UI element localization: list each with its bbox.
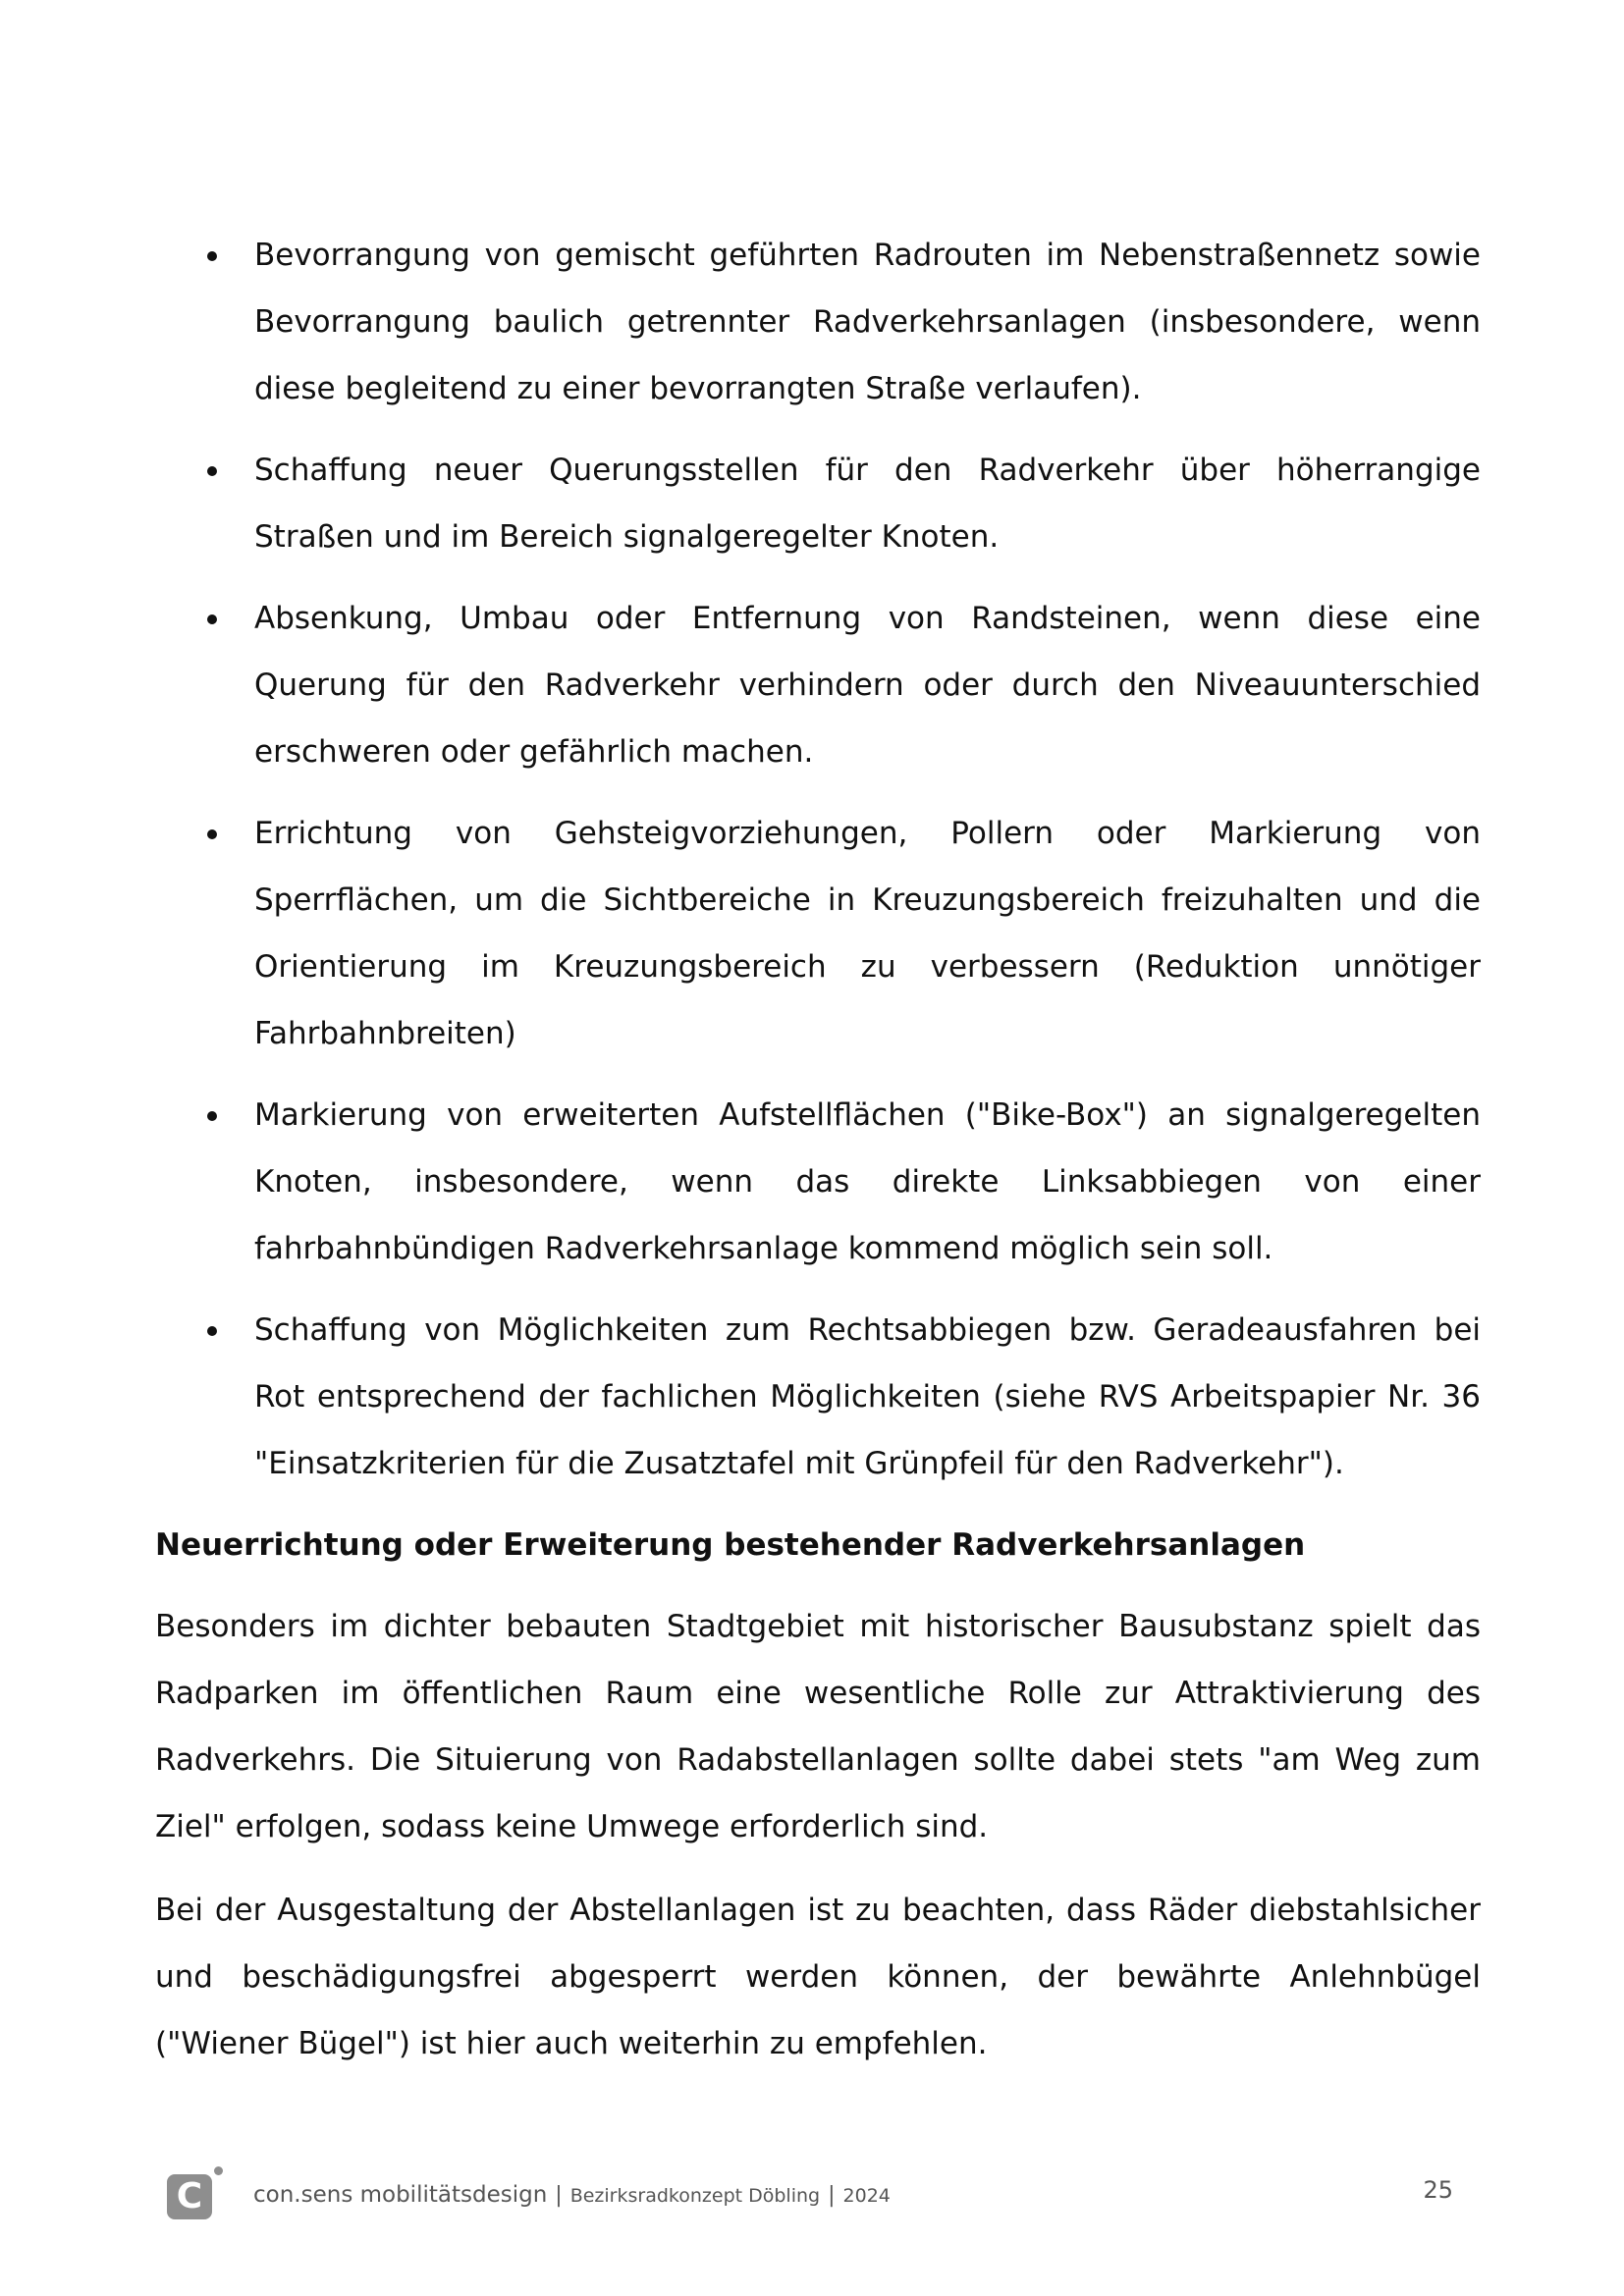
footer-text [253, 2182, 891, 2208]
body-paragraph: Besonders im dichter bebauten Stadtgebiet mit historischer Bausubstanz spielt das Radparken im öffentlichen Raum eine wesentliche Rolle zur Attraktivierung des Radverkehrs. Die Situierung von Radabstellanlagen sollte dabei stets "am Weg zum Ziel" erfolgen, sodass keine Umwege erforderlich sind. [155, 1609, 1481, 1844]
bullet-icon [207, 1111, 217, 1121]
footer-document-title: Bezirksradkonzept Döbling [569, 2185, 821, 2207]
page-content [155, 222, 1481, 2094]
bullet-icon [207, 614, 217, 624]
list-item [155, 437, 1481, 570]
bullet-icon [207, 829, 217, 839]
list-item-text: Markierung von erweiterten Aufstellflächen ("Bike-Box") an signalgeregelten Knoten, insbesondere, wenn das direkte Linksabbiegen von einer fahrbahnbündigen Radverkehrsanlage kommend möglich sein soll. [254, 1097, 1481, 1266]
list-item [155, 800, 1481, 1067]
consens-logo-icon: C [167, 2174, 212, 2219]
page-number: 25 [1423, 2176, 1453, 2204]
bullet-icon [207, 1326, 217, 1336]
list-item-text: Schaffung neuer Querungsstellen für den Radverkehr über höherrangige Straßen und im Bereich signalgeregelter Knoten. [254, 453, 1481, 555]
list-item [155, 585, 1481, 785]
footer-separator: | [555, 2183, 563, 2208]
list-item-text: Bevorrangung von gemischt geführten Radrouten im Nebenstraßennetz sowie Bevorrangung baulich getrennter Radverkehrsanlagen (insbesondere, wenn diese begleitend zu einer bevorrangten Straße verlaufen). [254, 238, 1481, 406]
footer-brand: con.sens mobilitätsdesign [253, 2182, 548, 2208]
list-item-text: Absenkung, Umbau oder Entfernung von Randsteinen, wenn diese eine Querung für den Radverkehr verhindern oder durch den Niveauunterschied erschweren oder gefährlich machen. [254, 601, 1481, 770]
page-footer [167, 2164, 1483, 2223]
list-item [155, 222, 1481, 422]
body-paragraph: Bei der Ausgestaltung der Abstellanlagen ist zu beachten, dass Räder diebstahlsicher und beschädigungsfrei abgesperrt werden können, der bewährte Anlehnbügel ("Wiener Bügel") ist hier auch weiterhin zu empfehlen. [155, 1893, 1481, 2061]
footer-year: 2024 [842, 2185, 891, 2207]
list-item [155, 1297, 1481, 1497]
list-item-text: Errichtung von Gehsteigvorziehungen, Pollern oder Markierung von Sperrflächen, um die Sichtbereiche in Kreuzungsbereich freizuhalten und die Orientierung im Kreuzungsbereich zu verbessern (Reduktion unnötiger Fahrbahnbreiten) [254, 816, 1481, 1051]
bullet-icon [207, 466, 217, 476]
logo-dot-icon [214, 2166, 223, 2175]
section-heading: Neuerrichtung oder Erweiterung bestehender Radverkehrsanlagen [155, 1527, 1306, 1563]
list-item-text: Schaffung von Möglichkeiten zum Rechtsabbiegen bzw. Geradeausfahren bei Rot entsprechend der fachlichen Möglichkeiten (siehe RVS Arbeitspapier Nr. 36 "Einsatzkriterien für die Zusatztafel mit Grünpfeil für den Radverkehr"). [254, 1312, 1481, 1481]
list-item [155, 1082, 1481, 1282]
measures-list [155, 222, 1481, 1497]
footer-separator: | [828, 2183, 836, 2208]
bullet-icon [207, 251, 217, 261]
